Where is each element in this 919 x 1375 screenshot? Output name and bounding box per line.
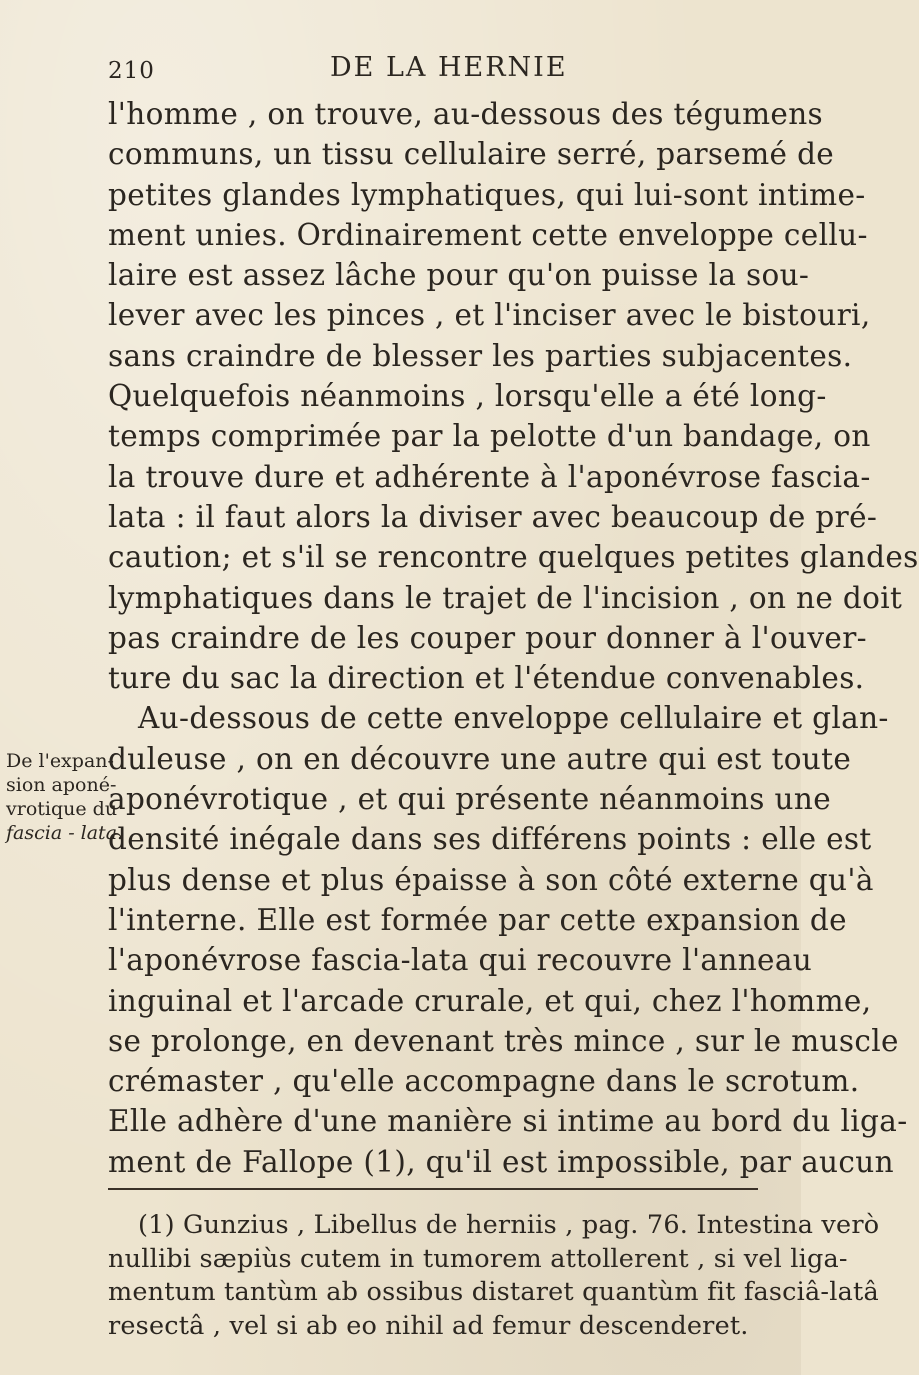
body-line: Quelquefois néanmoins , lorsqu'elle a été long-	[108, 379, 827, 414]
body-line: lymphatiques dans le trajet de l'incision , on ne doit	[108, 580, 903, 615]
body-line: Au-dessous de cette enveloppe cellulaire et glan-	[138, 701, 889, 736]
page-number: 210	[108, 58, 155, 84]
body-line: lata : il faut alors la diviser avec beaucoup de pré-	[108, 499, 878, 534]
footnote-line: nullibi sæpiùs cutem in tumorem attollerent , si vel liga-	[108, 1243, 848, 1274]
body-line: plus dense et plus épaisse à son côté externe qu'à	[108, 862, 874, 897]
footnote-line: (1) Gunzius , Libellus de herniis , pag. 76. Intestina verò	[138, 1210, 880, 1240]
footnote-divider	[108, 1188, 758, 1190]
footnote-line: resectâ , vel si ab eo nihil ad femur descenderet.	[108, 1310, 749, 1341]
margin-note-line: fascia - lata.	[6, 822, 124, 844]
body-line: densité inégale dans ses différens points : elle est	[108, 822, 872, 857]
footnote	[108, 1209, 880, 1343]
margin-note-line: vrotique du	[6, 798, 118, 820]
body-line: temps comprimée par la pelotte d'un bandage, on	[108, 419, 871, 454]
margin-note-line: sion aponé-	[6, 774, 117, 796]
body-line: crémaster , qu'elle accompagne dans le scrotum.	[108, 1064, 860, 1099]
body-line: communs, un tissu cellulaire serré, parsemé de	[108, 137, 835, 172]
body-line: petites glandes lymphatiques, qui lui-sont intime-	[108, 177, 866, 212]
body-line: ture du sac la direction et l'étendue convenables.	[108, 661, 865, 696]
body-line: l'interne. Elle est formée par cette expansion de	[108, 902, 847, 937]
body-line: la trouve dure et adhérente à l'aponévrose fascia-	[108, 459, 871, 494]
footnote-line: mentum tantùm ab ossibus distaret quantùm fit fasciâ-latâ	[108, 1277, 879, 1307]
running-title: DE LA HERNIE	[330, 52, 568, 83]
margin-note-line: De l'expan-	[6, 750, 114, 772]
body-line: aponévrotique , et qui présente néanmoins une	[108, 782, 832, 817]
body-line: laire est assez lâche pour qu'on puisse la sou-	[108, 258, 810, 293]
body-line: caution; et s'il se rencontre quelques petites glandes	[108, 540, 919, 575]
body-line: Elle adhère d'une manière si intime au bord du liga-	[108, 1104, 908, 1139]
body-line: lever avec les pinces , et l'inciser avec le bistouri,	[108, 298, 871, 333]
body-line: l'aponévrose fascia-lata qui recouvre l'anneau	[108, 943, 813, 978]
margin-note	[6, 749, 124, 845]
page-header	[108, 52, 668, 92]
body-line: se prolonge, en devenant très mince , sur le muscle	[108, 1023, 899, 1058]
body-line: ment unies. Ordinairement cette enveloppe cellu-	[108, 217, 868, 252]
body-line: inguinal et l'arcade crurale, et qui, chez l'homme,	[108, 983, 872, 1018]
body-line: ment de Fallope (1), qu'il est impossible, par aucun	[108, 1144, 894, 1179]
body-line: pas craindre de les couper pour donner à l'ouver-	[108, 620, 867, 655]
body-text	[108, 94, 919, 1182]
body-line: l'homme , on trouve, au-dessous des tégumens	[108, 97, 824, 131]
body-line: sans craindre de blesser les parties subjacentes.	[108, 338, 853, 373]
body-line: duleuse , on en découvre une autre qui est toute	[108, 741, 852, 776]
